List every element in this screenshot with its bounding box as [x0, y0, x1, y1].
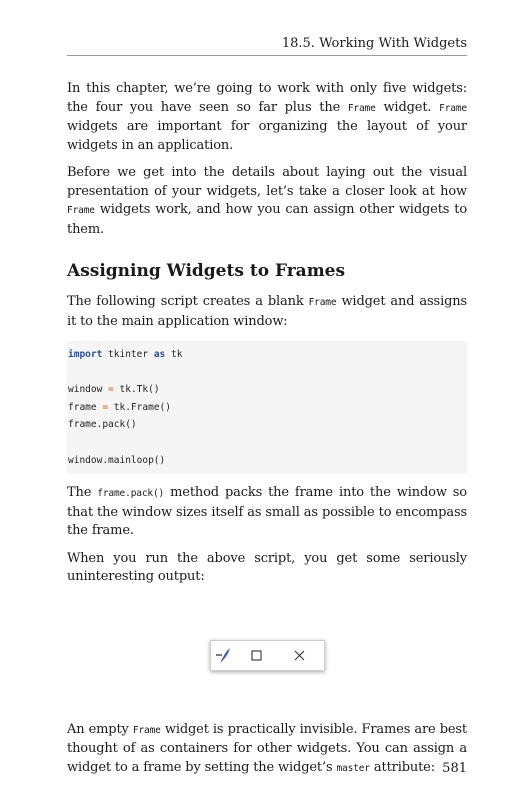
text-run: When you run the above script, you get some seriously uninteresting output:: [67, 550, 467, 585]
code-line-blank: [67, 434, 467, 452]
code-text: tk.Tk(): [113, 384, 160, 396]
running-head-text: 18.5. Working With Widgets: [281, 36, 467, 51]
paragraph-pack: [67, 484, 467, 541]
text-run: widgets are important for organizing the layout of your widgets in an application.: [67, 119, 467, 153]
empty-window-screenshot: [210, 640, 325, 671]
paragraph-empty-frame: [67, 721, 467, 779]
text-run: widget is practically invisible. Frames are best thought of as containers for other widgets. You can assign a widget to a frame by setting the widget’s: [67, 721, 467, 775]
paragraph-script-intro: [67, 293, 467, 331]
text-run: An empty: [67, 721, 133, 737]
keyword: import: [68, 349, 103, 360]
code-text: tk.Frame(): [108, 401, 171, 413]
text-run: method packs the frame into the window so that the window sizes itself as small as possible to encompass the frame.: [67, 485, 467, 539]
operator: =: [102, 401, 109, 413]
code-line-blank: [67, 364, 467, 382]
inline-code: Frame: [132, 724, 161, 736]
code-block: [67, 341, 467, 474]
text-run: widget and assigns it to the main application window:: [67, 294, 467, 329]
inline-code: Frame: [439, 102, 467, 114]
code-line-import: [67, 346, 467, 364]
inline-code: master: [336, 762, 370, 774]
inline-code: Frame: [347, 102, 376, 114]
code-text: frame: [68, 401, 103, 413]
inline-code: Frame: [67, 205, 95, 216]
text-run: widgets work, and how you can assign other widgets to them.: [67, 202, 467, 237]
text-run: In this chapter, we’re going to work with only five widgets: the four you have seen so far plus the: [67, 81, 467, 115]
code-line-frame: [67, 399, 467, 417]
code-line-window: [67, 381, 467, 399]
running-head: [67, 35, 467, 56]
text-run: The: [67, 485, 98, 501]
paragraph-intro: [67, 80, 467, 155]
text-run: widget.: [375, 99, 440, 115]
code-text: tk: [165, 349, 183, 360]
operator: =: [108, 384, 114, 396]
section-heading: Assigning Widgets to Frames: [67, 261, 346, 281]
text-run: Before we get into the details about laying out the visual presentation of your widgets, let’s take a closer look at how: [67, 165, 467, 199]
code-line-mainloop: window.mainloop(): [68, 454, 166, 466]
page-number: 581: [442, 761, 467, 776]
maximize-icon: [251, 650, 262, 661]
page-content: [67, 80, 467, 778]
inline-code: frame.pack(): [97, 488, 165, 500]
text-run: The following script creates a blank: [67, 294, 309, 309]
code-text: tkinter: [102, 349, 154, 360]
code-text: window: [68, 384, 109, 396]
inline-code: Frame: [308, 297, 337, 308]
text-run: attribute:: [369, 759, 435, 775]
paragraph-details: [67, 164, 467, 239]
paragraph-output: [67, 550, 467, 587]
code-line-pack: frame.pack(): [68, 419, 137, 431]
close-icon: [294, 650, 305, 661]
feather-icon: [214, 645, 234, 665]
keyword: as: [153, 349, 166, 360]
